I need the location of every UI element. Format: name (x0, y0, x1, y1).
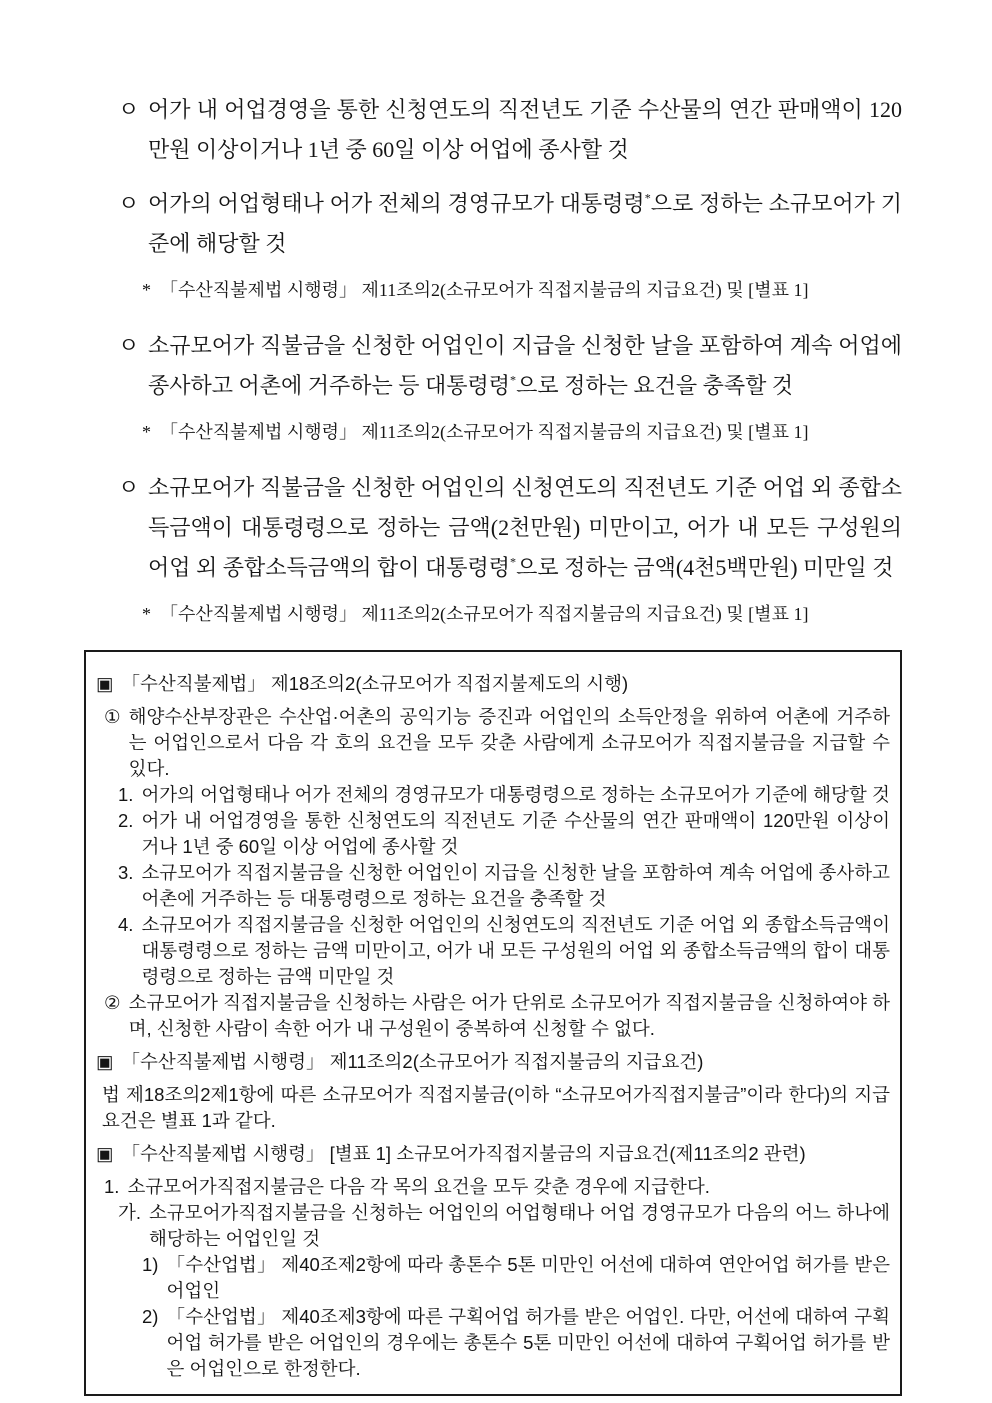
paren-number-marker: 2) (142, 1306, 159, 1327)
law-paragraph-1 (96, 704, 890, 782)
law-paragraph-2 (96, 990, 890, 1042)
law-heading-decree11 (96, 1049, 890, 1075)
law-item-4 (96, 912, 890, 990)
law-item-text: 소규모어가 직접지불금을 신청한 어업인이 지급을 신청한 날을 포함하여 계속 어업에 종사하고 어촌에 거주하는 등 대통령령으로 정하는 요건을 충족할 것 (141, 862, 890, 909)
law-decree-body (96, 1082, 890, 1134)
bullet-item-scale-criteria (84, 184, 902, 264)
square-bullet-icon: ▣ (96, 673, 114, 694)
bullet-text: 소규모어가 직불금을 신청한 어업인의 신청연도의 직전년도 기준 어업 외 종합소득금액이 대통령령으로 정하는 금액(2천만원) 미만이고, 어가 내 모든 구성원의 어업 외 종합소득금액의 합이 대통령령*으로 정하는 금액(4천5백만원) 미만일 것 (148, 475, 902, 580)
law-paragraph-text: 법 제18조의2제1항에 따른 소규모어가 직접지불금(이하 “소규모어가직접지불금”이라 한다)의 지급요건은 별표 1과 같다. (102, 1084, 890, 1131)
law-item-text: 어가 내 어업경영을 통한 신청연도의 직전년도 기준 수산물의 연간 판매액이 120만원 이상이거나 1년 중 60일 이상 어업에 종사할 것 (141, 810, 890, 857)
circle-bullet-icon: ㅇ (118, 333, 140, 358)
bullet-item-income-limit (84, 468, 902, 588)
law-item-text: 소규모어가 직접지불금을 신청한 어업인의 신청연도의 직전년도 기준 어업 외 종합소득금액이 대통령령으로 정하는 금액 미만이고, 어가 내 모든 구성원의 어업 외 종합소득금액의 합이 대통령령으로 정하는 금액 미만일 것 (141, 914, 890, 987)
annex-subsubitem-2 (96, 1304, 890, 1382)
circled-two-marker: ② (104, 992, 121, 1013)
law-heading-annex1 (96, 1141, 890, 1167)
law-heading-text: 「수산직불제법 시행령」 [별표 1] 소규모어가직접지불금의 지급요건(제11조의2 관련) (121, 1143, 806, 1164)
requirements-section (84, 90, 902, 628)
annex-subsubitem-1 (96, 1252, 890, 1304)
number-marker: 1. (104, 1176, 120, 1197)
asterisk-marker: * (142, 604, 151, 624)
circled-one-marker: ① (104, 706, 121, 727)
annex-item-text: 소규모어가직접지불금을 신청하는 어업인의 어업형태나 어업 경영규모가 다음의 어느 하나에 해당하는 어업인일 것 (149, 1202, 890, 1249)
footnote (142, 600, 902, 628)
footnote-text: 「수산직불제법 시행령」 제11조의2(소규모어가 직접지불금의 지급요건) 및 [별표 1] (160, 422, 809, 442)
law-paragraph-text: 소규모어가 직접지불금을 신청하는 사람은 어가 단위로 소규모어가 직접지불금을 신청하여야 하며, 신청한 사람이 속한 어가 내 구성원이 중복하여 신청할 수 없다. (128, 992, 890, 1039)
law-item-text: 어가의 어업형태나 어가 전체의 경영규모가 대통령령으로 정하는 소규모어가 기준에 해당할 것 (141, 784, 890, 805)
law-item-1 (96, 782, 890, 808)
circle-bullet-icon: ㅇ (118, 97, 140, 122)
number-marker: 4. (118, 914, 134, 935)
bullet-text: 소규모어가 직불금을 신청한 어업인이 지급을 신청한 날을 포함하여 계속 어업에 종사하고 어촌에 거주하는 등 대통령령*으로 정하는 요건을 충족할 것 (148, 333, 902, 398)
circle-bullet-icon: ㅇ (118, 475, 140, 500)
footnote-text: 「수산직불제법 시행령」 제11조의2(소규모어가 직접지불금의 지급요건) 및 [별표 1] (160, 280, 809, 300)
bullet-text: 어가 내 어업경영을 통한 신청연도의 직전년도 기준 수산물의 연간 판매액이 120만원 이상이거나 1년 중 60일 이상 어업에 종사할 것 (148, 97, 902, 162)
law-item-3 (96, 860, 890, 912)
bullet-text: 어가의 어업형태나 어가 전체의 경영규모가 대통령령*으로 정하는 소규모어가 기준에 해당할 것 (148, 191, 902, 256)
law-paragraph-text: 해양수산부장관은 수산업·어촌의 공익기능 증진과 어업인의 소득안정을 위하여 어촌에 거주하는 어업인으로서 다음 각 호의 요건을 모두 갖춘 사람에게 소규모어가 직접지불금을 지급할 수 있다. (128, 706, 890, 779)
footnote-text: 「수산직불제법 시행령」 제11조의2(소규모어가 직접지불금의 지급요건) 및 [별표 1] (160, 604, 809, 624)
number-marker: 1. (118, 784, 134, 805)
law-heading-article18 (96, 671, 890, 697)
footnote (142, 418, 902, 446)
annex-item-text: 「수산업법」 제40조제3항에 따른 구획어업 허가를 받은 어업인. 다만, 어선에 대하여 구획어업 허가를 받은 어업인의 경우에는 총톤수 5톤 미만인 어선에 대하여 구획어업 허가를 받은 어업인으로 한정한다. (166, 1306, 890, 1379)
number-marker: 3. (118, 862, 134, 883)
square-bullet-icon: ▣ (96, 1051, 114, 1072)
annex-item-1 (96, 1174, 890, 1200)
asterisk-marker: * (142, 422, 151, 442)
hangul-marker: 가. (118, 1202, 142, 1223)
square-bullet-icon: ▣ (96, 1143, 114, 1164)
number-marker: 2. (118, 810, 134, 831)
bullet-item-annual-sales (84, 90, 902, 170)
annex-subitem-ga (96, 1200, 890, 1252)
footnote (142, 276, 902, 304)
circle-bullet-icon: ㅇ (118, 191, 140, 216)
law-heading-text: 「수산직불제법」 제18조의2(소규모어가 직접지불제도의 시행) (121, 673, 629, 694)
bullet-item-residency (84, 326, 902, 406)
law-reference-box (84, 650, 902, 1396)
law-heading-text: 「수산직불제법 시행령」 제11조의2(소규모어가 직접지불금의 지급요건) (121, 1051, 704, 1072)
paren-number-marker: 1) (142, 1254, 159, 1275)
annex-item-text: 「수산업법」 제40조제2항에 따라 총톤수 5톤 미만인 어선에 대하여 연안어업 허가를 받은 어업인 (166, 1254, 890, 1301)
asterisk-marker: * (142, 280, 151, 300)
annex-item-text: 소규모어가직접지불금은 다음 각 목의 요건을 모두 갖춘 경우에 지급한다. (127, 1176, 710, 1197)
law-item-2 (96, 808, 890, 860)
